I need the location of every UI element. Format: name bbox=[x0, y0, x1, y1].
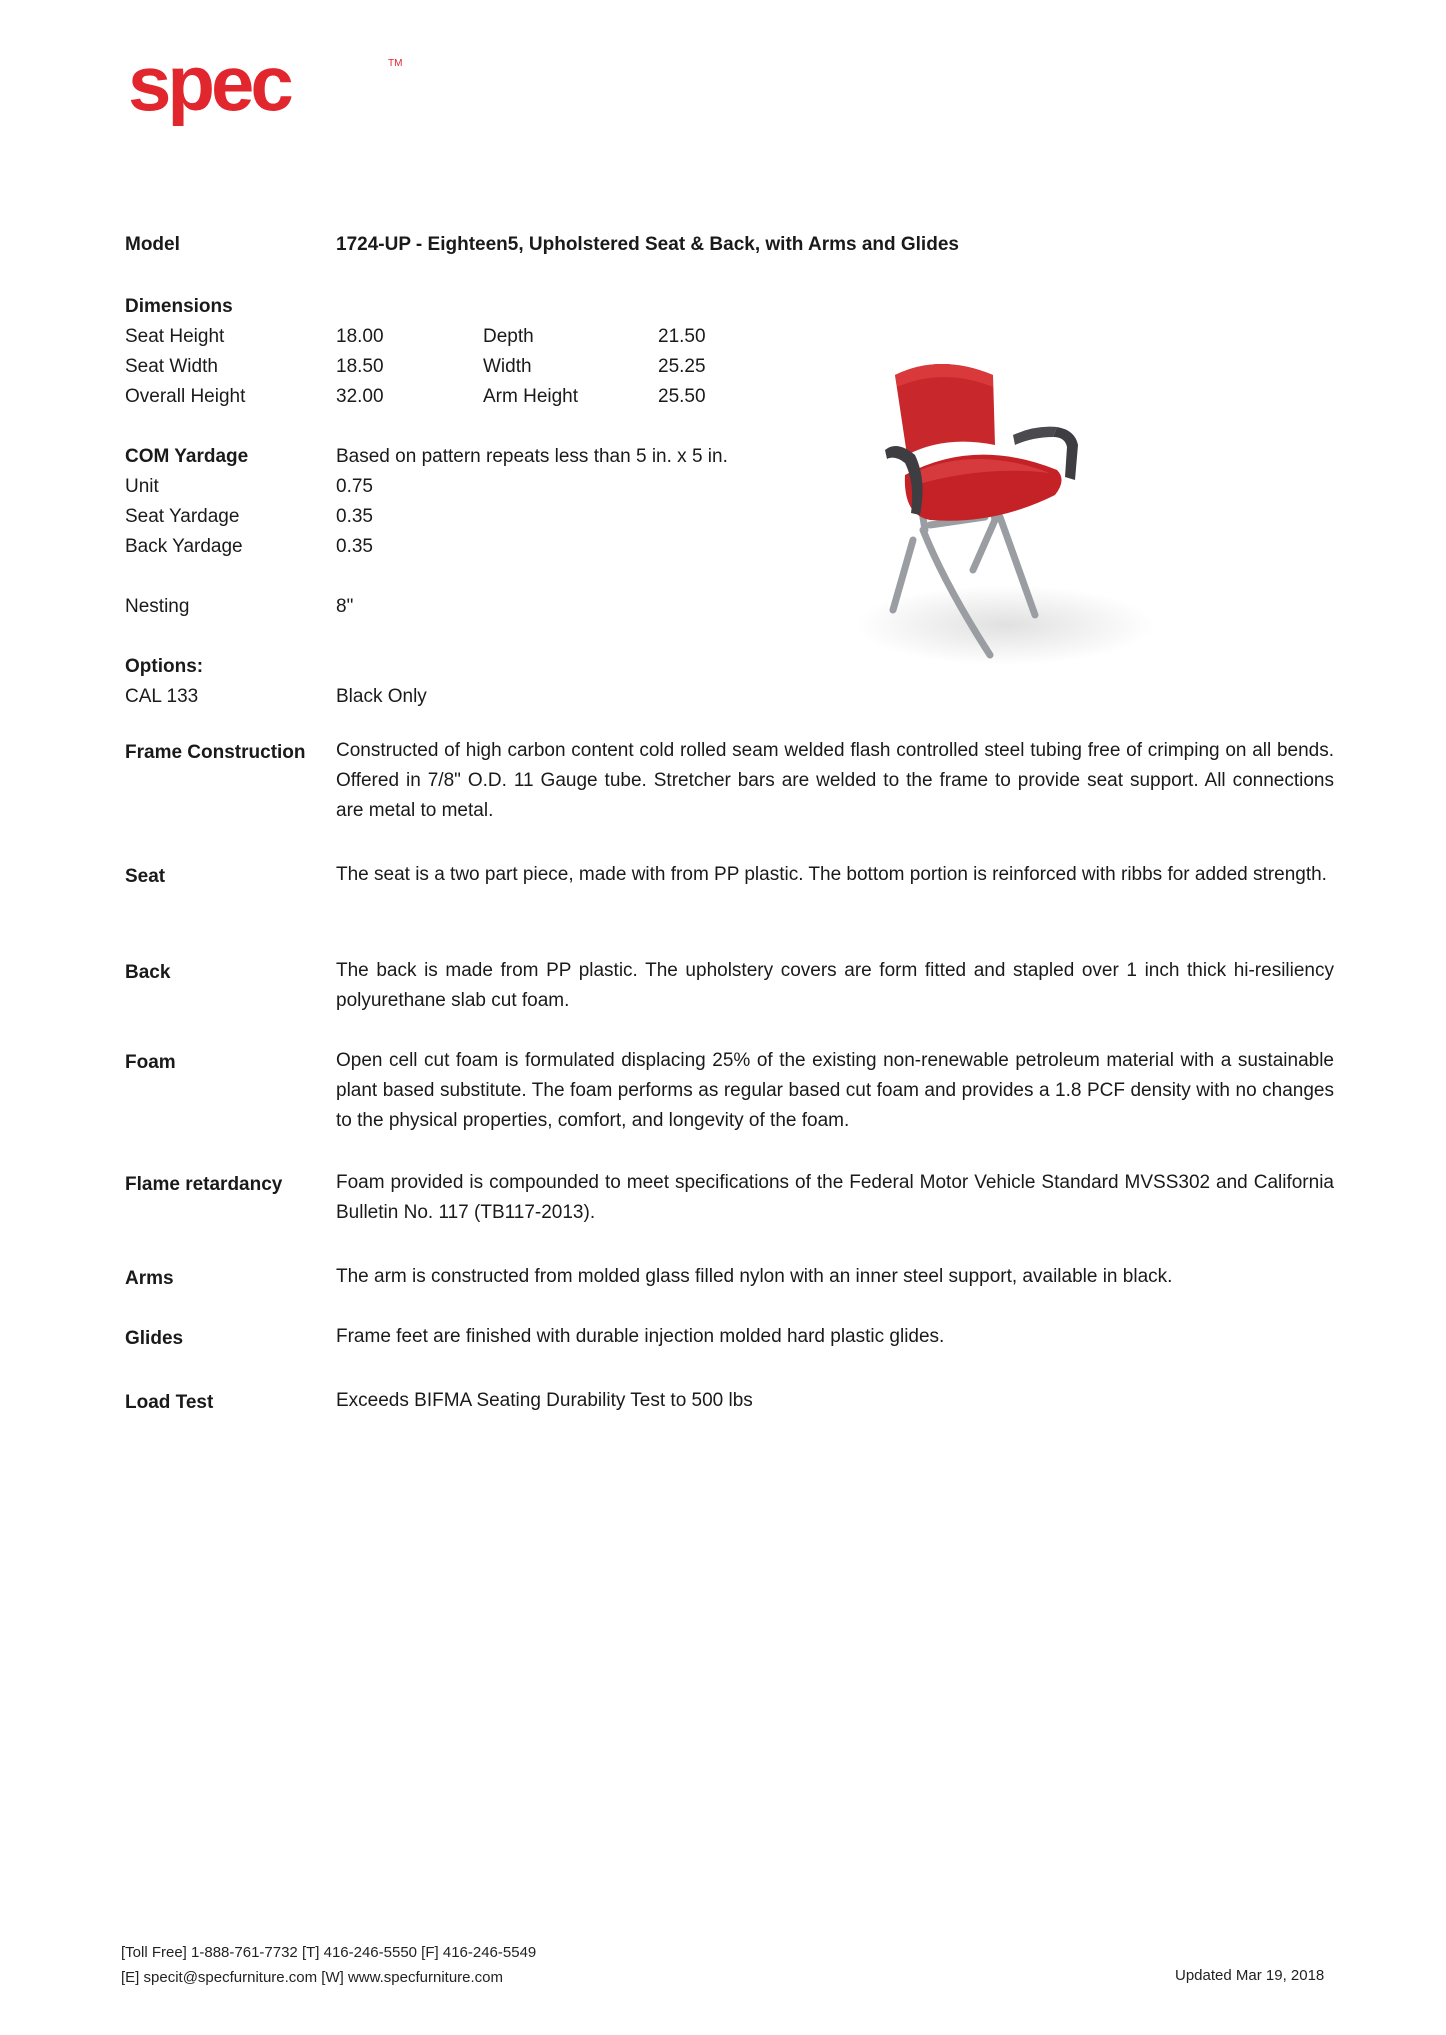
com-yardage-heading: COM Yardage bbox=[125, 446, 249, 467]
dimension-value: 32.00 bbox=[336, 386, 384, 407]
option-value: Black Only bbox=[336, 686, 427, 707]
section-text: Frame feet are finished with durable injection molded hard plastic glides. bbox=[336, 1326, 945, 1347]
section-text: The arm is constructed from molded glass filled nylon with an inner steel support, available in black. bbox=[336, 1266, 1173, 1287]
section-text: Constructed of high carbon content cold rolled seam welded flash controlled steel tubing free of crimping on all bends. Offered in 7/8" O.D. 11 Gauge tube. Stretcher bars are welded to the frame to provide seat support. All connections are metal to metal. bbox=[336, 740, 1334, 821]
section-label: Load Test bbox=[125, 1392, 214, 1413]
section-label: Arms bbox=[125, 1268, 174, 1289]
chair-image bbox=[835, 355, 1165, 675]
dimension-value: 18.50 bbox=[336, 356, 384, 377]
model-value: 1724-UP - Eighteen5, Upholstered Seat & Back, with Arms and Glides bbox=[336, 234, 959, 255]
nesting-label: Nesting bbox=[125, 596, 190, 617]
section-label: Frame Construction bbox=[125, 742, 306, 763]
section-text: The seat is a two part piece, made with from PP plastic. The bottom portion is reinforced with ribbs for added strength. bbox=[336, 864, 1327, 885]
dimension-label: Seat Width bbox=[125, 356, 218, 377]
section-text: Exceeds BIFMA Seating Durability Test to 500 lbs bbox=[336, 1390, 753, 1411]
yardage-label: Unit bbox=[125, 476, 159, 497]
yardage-label: Back Yardage bbox=[125, 536, 243, 557]
section-label: Glides bbox=[125, 1328, 184, 1349]
com-yardage-note: Based on pattern repeats less than 5 in. x 5 in. bbox=[336, 446, 728, 467]
dimension-label: Overall Height bbox=[125, 386, 246, 407]
yardage-label: Seat Yardage bbox=[125, 506, 240, 527]
dimension-value-2: 21.50 bbox=[658, 326, 706, 347]
section-label: Flame retardancy bbox=[125, 1174, 283, 1195]
section-label: Foam bbox=[125, 1052, 176, 1073]
dimension-label-2: Arm Height bbox=[483, 386, 579, 407]
section-label: Seat bbox=[125, 866, 166, 887]
dimension-value: 18.00 bbox=[336, 326, 384, 347]
footer-contact-line: [E] specit@specfurniture.com [W] www.specfurniture.com bbox=[121, 1969, 504, 1986]
section-label: Back bbox=[125, 962, 171, 983]
section-text: Foam provided is compounded to meet specifications of the Federal Motor Vehicle Standard MVSS302 and California Bulletin No. 117 (TB117-2013). bbox=[336, 1172, 1334, 1223]
logo-wordmark: spec bbox=[128, 52, 290, 127]
logo-trademark: TM bbox=[388, 58, 403, 69]
dimension-value-2: 25.25 bbox=[658, 356, 706, 377]
dimensions-heading: Dimensions bbox=[125, 296, 233, 317]
yardage-value: 0.35 bbox=[336, 506, 373, 527]
footer-updated-date: Updated Mar 19, 2018 bbox=[1175, 1967, 1325, 1984]
dimension-label-2: Depth bbox=[483, 326, 534, 347]
model-label: Model bbox=[125, 234, 180, 255]
options-heading: Options: bbox=[125, 656, 204, 677]
option-label: CAL 133 bbox=[125, 686, 199, 707]
yardage-value: 0.35 bbox=[336, 536, 373, 557]
nesting-value: 8" bbox=[336, 596, 354, 617]
dimension-value-2: 25.50 bbox=[658, 386, 706, 407]
spec-logo bbox=[128, 52, 418, 132]
section-text: Open cell cut foam is formulated displacing 25% of the existing non-renewable petroleum material with a sustainable plant based substitute. The foam performs as regular based cut foam and provides a 1.8 PCF density with no changes to the physical properties, comfort, and longevity of the foam. bbox=[336, 1050, 1334, 1131]
footer-phone-line: [Toll Free] 1-888-761-7732 [T] 416-246-5550 [F] 416-246-5549 bbox=[121, 1944, 537, 1961]
yardage-value: 0.75 bbox=[336, 476, 373, 497]
section-text: The back is made from PP plastic. The upholstery covers are form fitted and stapled over 1 inch thick hi-resiliency polyurethane slab cut foam. bbox=[336, 960, 1334, 1011]
dimension-label-2: Width bbox=[483, 356, 532, 377]
dimension-label: Seat Height bbox=[125, 326, 225, 347]
